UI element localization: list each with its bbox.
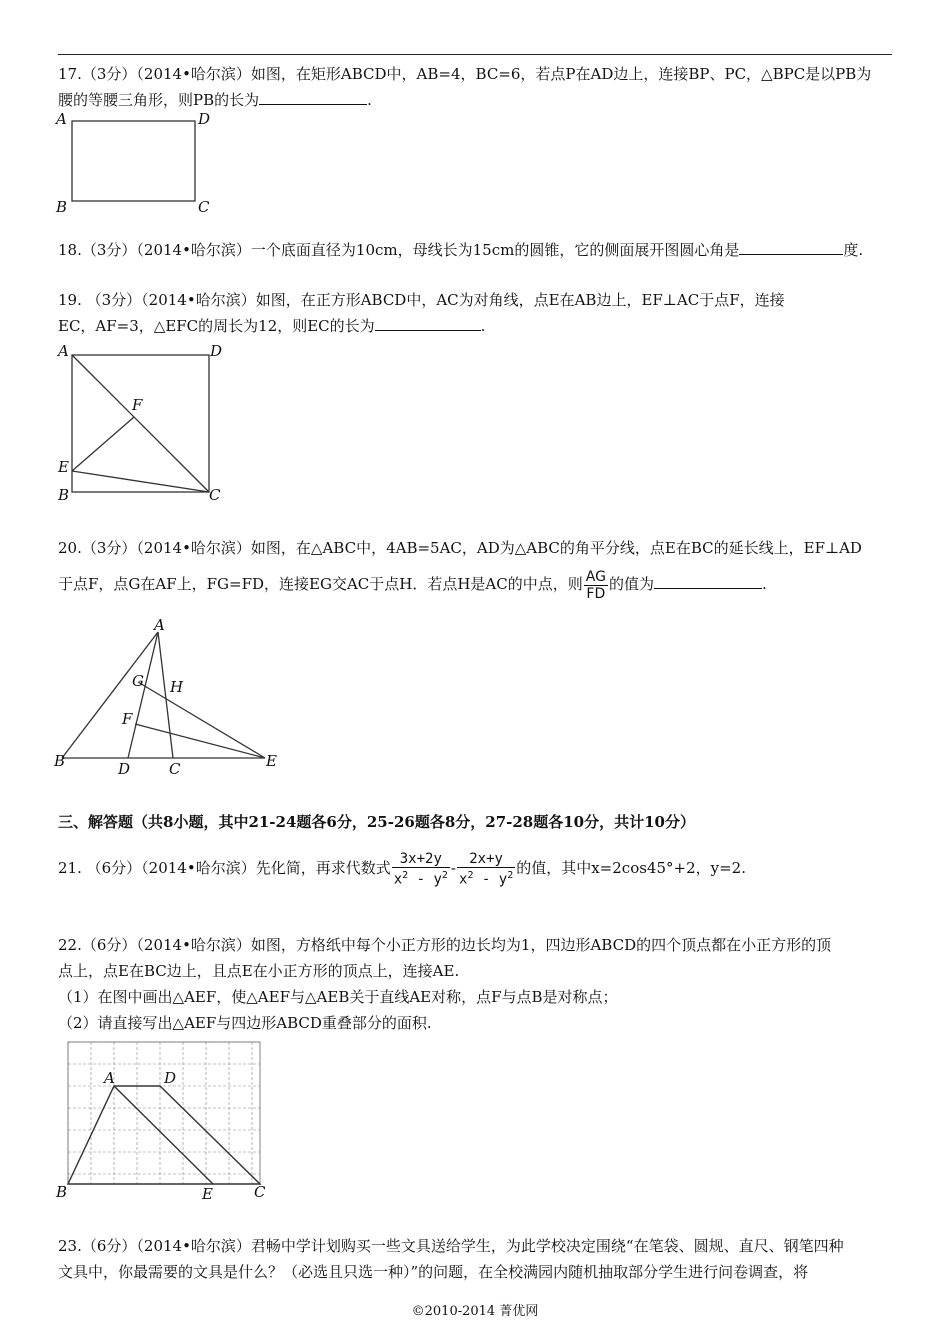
grid-border (68, 1042, 260, 1184)
label-c: C (198, 198, 210, 216)
q19-line2: EC，AF=3，△EFC的周长为12，则EC的长为 . (58, 317, 486, 335)
label-a: A (58, 342, 69, 360)
label-a: A (104, 1069, 115, 1087)
label-d: D (198, 110, 211, 128)
label-e: E (202, 1185, 213, 1203)
q22-grid-figure (52, 1035, 282, 1205)
answer-blank (259, 90, 367, 105)
footer-copyright: ©2010-2014 菁优网 (411, 1304, 539, 1319)
label-f: F (122, 710, 133, 728)
q21-prefix: 21. （6分）（2014•哈尔滨）先化简，再求代数式 (58, 859, 391, 877)
fraction-2: $\frac{2x+y}{x^2 - y^2}$ (459, 850, 514, 888)
grid-lines (68, 1042, 260, 1184)
answer-blank (654, 574, 762, 589)
q21-line: 21. （6分）（2014•哈尔滨）先化简，再求代数式 $\frac{3x+2y}{x^2 - y^2}$ - $\frac{2x+y}{x^2 - y^2}$ 的值，其中x=2cos45°+2，y=2. (58, 850, 746, 888)
q18-line: 18.（3分）（2014•哈尔滨）一个底面直径为10cm，母线长为15cm的圆锥，它的侧面展开图圆心角是 度. (58, 241, 864, 259)
label-d: D (164, 1069, 177, 1087)
label-h: H (170, 678, 184, 696)
label-c: C (169, 760, 181, 778)
q20-line2: 于点F，点G在AF上，FG=FD，连接EG交AC于点H．若点H是AC的中点，则 $\frac{AG}{FD}$ 的值为 . (58, 568, 767, 602)
label-e: E (266, 752, 277, 770)
label-b: B (54, 752, 66, 770)
label-c: C (209, 486, 221, 504)
ag-fd-fraction: $\frac{AG}{FD}$ (585, 568, 606, 602)
label-a: A (154, 616, 165, 634)
segment-ef (72, 417, 134, 471)
q22-line2: 点上，点E在BC边上，且点E在小正方形的顶点上，连接AE. (58, 962, 460, 980)
label-a: A (56, 110, 67, 128)
header-rule (58, 54, 892, 55)
rectangle-abcd (72, 121, 195, 201)
label-f: F (132, 396, 143, 414)
label-d: D (118, 760, 131, 778)
q20-text: 于点F，点G在AF上，FG=FD，连接EG交AC于点H．若点H是AC的中点，则 (58, 575, 583, 593)
segment-ec (72, 471, 209, 492)
answer-blank (375, 316, 481, 331)
fraction-1: $\frac{3x+2y}{x^2 - y^2}$ (393, 850, 448, 888)
q19-figure (52, 340, 232, 505)
label-b: B (56, 198, 68, 216)
label-d: D (210, 342, 223, 360)
q17-line1: 17.（3分）（2014•哈尔滨）如图，在矩形ABCD中，AB=4，BC=6，若点P在AD边上，连接BP、PC，△BPC是以PB为 (58, 65, 872, 83)
label-b: B (58, 486, 70, 504)
q19-text: EC，AF=3，△EFC的周长为12，则EC的长为 (58, 317, 375, 335)
q22-line3: （1）在图中画出△AEF，使△AEF与△AEB关于直线AE对称，点F与点B是对称点； (58, 988, 618, 1006)
section3-title: 三、解答题（共8小题，其中21-24题各6分，25-26题各8分，27-28题各10分，共计10分） (58, 813, 695, 831)
q20-line1: 20.（3分）（2014•哈尔滨）如图，在△ABC中，4AB=5AC，AD为△ABC的角平分线，点E在BC的延长线上，EF⊥AD (58, 539, 862, 557)
q17-line2: 腰的等腰三角形，则PB的长为 . (58, 91, 372, 109)
segment-ge (138, 682, 265, 758)
segment-fe (135, 724, 265, 758)
q17-text: 腰的等腰三角形，则PB的长为 (58, 91, 260, 109)
q18-text: 18.（3分）（2014•哈尔滨）一个底面直径为10cm，母线长为15cm的圆锥，它的侧面展开图圆心角是 (58, 241, 740, 259)
answer-blank (739, 240, 843, 255)
q17-figure (52, 108, 222, 218)
label-g: G (132, 672, 144, 690)
q23-line2: 文具中，你最需要的文具是什么？（必选且只选一种）”的问题，在全校满园内随机抽取部分学生进行问卷调查，将 (58, 1263, 809, 1281)
q23-line1: 23.（6分）（2014•哈尔滨）君畅中学计划购买一些文具送给学生，为此学校决定围绕“在笔袋、圆规、直尺、钢笔四种 (58, 1237, 844, 1255)
label-b: B (56, 1183, 68, 1201)
label-c: C (254, 1183, 266, 1201)
q19-line1: 19. （3分）（2014•哈尔滨）如图，在正方形ABCD中，AC为对角线，点E在AB边上，EF⊥AC于点F，连接 (58, 291, 785, 309)
q20-figure (52, 612, 292, 782)
label-e: E (58, 458, 69, 476)
q22-line4: （2）请直接写出△AEF与四边形ABCD重叠部分的面积. (58, 1014, 432, 1032)
segment-ae (114, 1086, 213, 1184)
q22-line1: 22.（6分）（2014•哈尔滨）如图，方格纸中每个小正方形的边长均为1，四边形ABCD的四个顶点都在小正方形的顶 (58, 936, 832, 954)
diagonal-ac (72, 355, 209, 492)
